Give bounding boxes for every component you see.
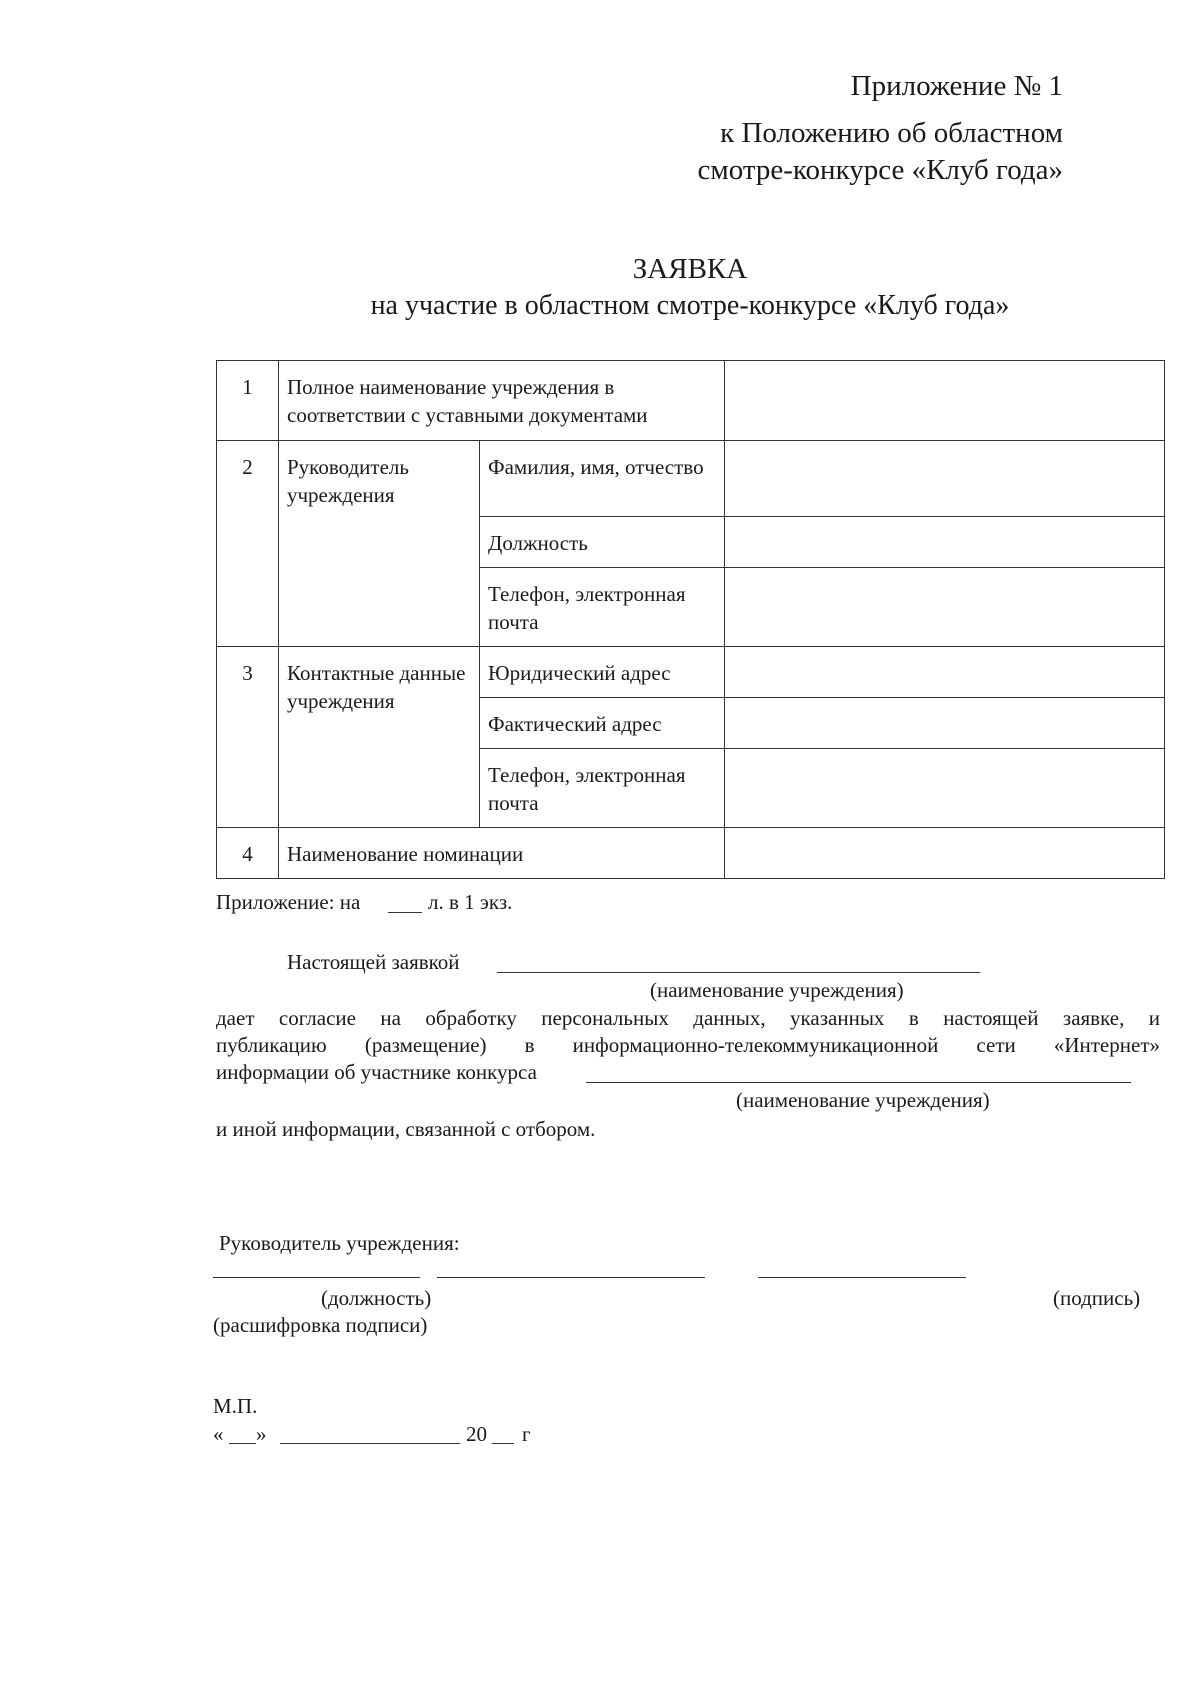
value-cell[interactable] (725, 749, 1165, 828)
date-close-quote: » (256, 1422, 267, 1446)
field-caption: (наименование учреждения) (650, 978, 904, 1002)
value-cell[interactable] (725, 828, 1165, 879)
attachment-suffix: л. в 1 экз. (428, 890, 513, 914)
position-caption: (должность) (321, 1286, 432, 1310)
date-year-prefix: 20 (466, 1422, 487, 1446)
field-caption: (наименование учреждения) (736, 1088, 990, 1112)
row-label: Контактные данные учреждения (279, 647, 480, 828)
consent-line: информации об участнике конкурса (216, 1060, 537, 1084)
table-row (217, 361, 1165, 441)
attachment-prefix: Приложение: на (216, 890, 361, 914)
row-number: 1 (217, 361, 279, 441)
signature-caption: (подпись) (1053, 1286, 1141, 1310)
consent-line: публикацию (размещение) в информационно-телекоммуникационной сети «Интернет» (216, 1033, 1160, 1057)
application-table (216, 360, 1165, 879)
row-label: Руководитель учреждения (279, 441, 480, 647)
table-row (217, 647, 1165, 698)
sub-label: Фамилия, имя, отчество (480, 441, 725, 517)
row-number: 2 (217, 441, 279, 647)
sub-label: Фактический адрес (480, 698, 725, 749)
value-cell[interactable] (725, 568, 1165, 647)
sub-label: Должность (480, 517, 725, 568)
row-number: 3 (217, 647, 279, 828)
consent-lead: Настоящей заявкой (287, 950, 460, 974)
date-year-suffix: г (522, 1422, 531, 1446)
header-line1: Приложение № 1 (850, 70, 1063, 102)
date-open-quote: « (213, 1422, 224, 1446)
value-cell[interactable] (725, 698, 1165, 749)
sub-label: Юридический адрес (480, 647, 725, 698)
position-field[interactable] (213, 1277, 420, 1278)
sub-label: Телефон, электронная почта (480, 568, 725, 647)
signature-field[interactable] (758, 1277, 966, 1278)
page-title: ЗАЯВКА (632, 253, 748, 285)
page-subtitle: на участие в областном смотре-конкурсе «Клуб года» (370, 290, 1010, 321)
decoding-field[interactable] (437, 1277, 705, 1278)
consent-line: дает согласие на обработку персональных данных, указанных в настоящей заявке, и (216, 1006, 1160, 1030)
signature-heading: Руководитель учреждения: (219, 1231, 460, 1255)
value-cell[interactable] (725, 517, 1165, 568)
row-label: Наименование номинации (279, 828, 725, 879)
table-row (217, 441, 1165, 517)
value-cell[interactable] (725, 647, 1165, 698)
consent-line: и иной информации, связанной с отбором. (216, 1117, 596, 1141)
date-day-field[interactable] (229, 1443, 256, 1444)
header-line2: к Положению об областном (720, 117, 1063, 149)
stamp-place: М.П. (213, 1394, 258, 1418)
sub-label: Телефон, электронная почта (480, 749, 725, 828)
date-year-field[interactable] (492, 1443, 514, 1444)
value-cell[interactable] (725, 361, 1165, 441)
header-line3: смотре-конкурсе «Клуб года» (697, 154, 1063, 186)
institution-name-field[interactable] (497, 972, 980, 973)
participant-name-field[interactable] (586, 1082, 1131, 1083)
row-label: Полное наименование учреждения в соответствии с уставными документами (279, 361, 725, 441)
date-month-field[interactable] (280, 1443, 460, 1444)
decoding-caption: (расшифровка подписи) (213, 1313, 428, 1337)
attachment-pages-field[interactable] (388, 912, 422, 913)
value-cell[interactable] (725, 441, 1165, 517)
table-row (217, 828, 1165, 879)
row-number: 4 (217, 828, 279, 879)
